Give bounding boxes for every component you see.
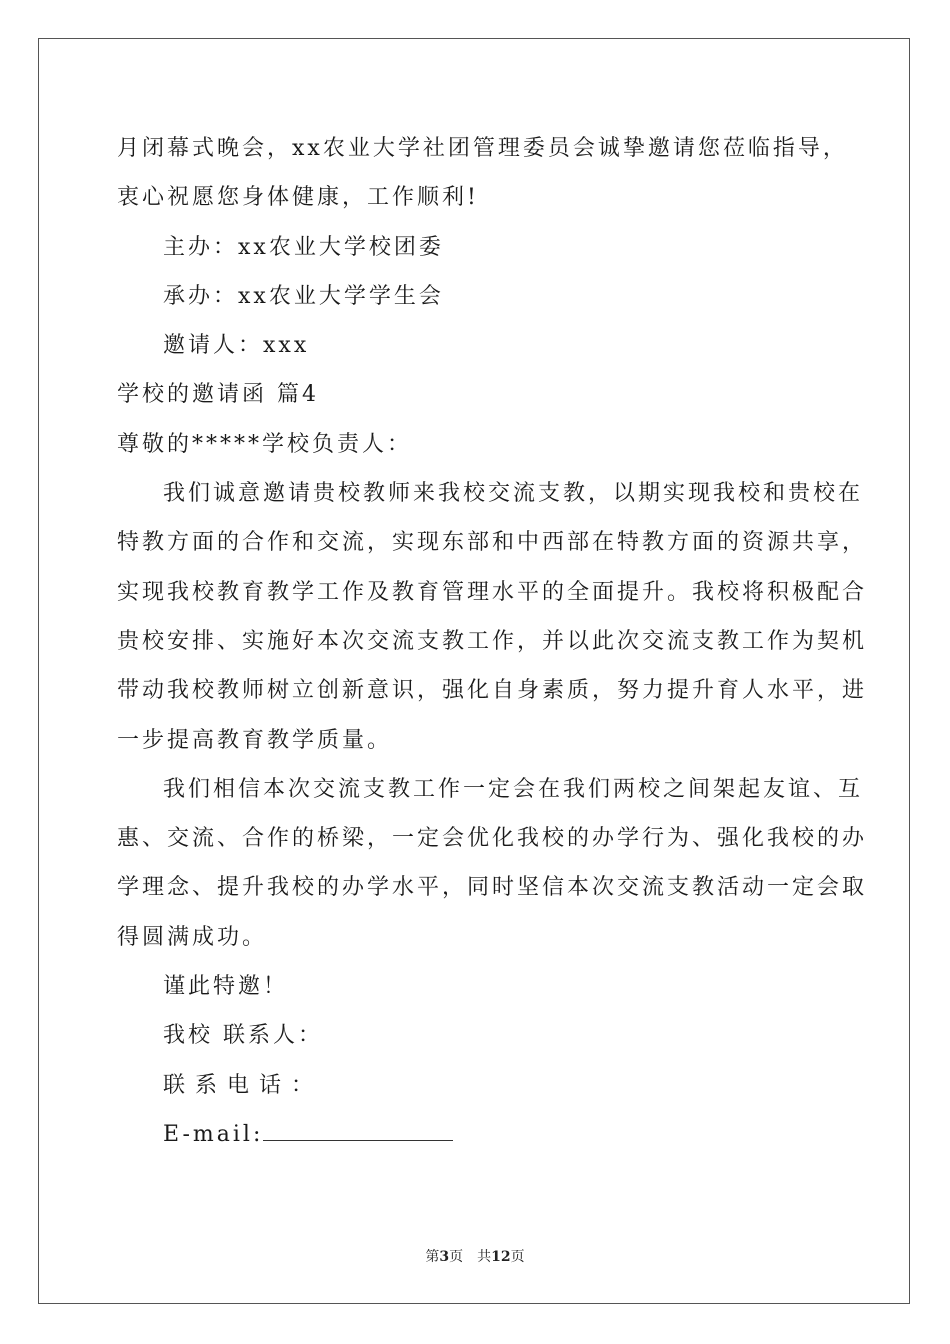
email-line	[117, 1110, 837, 1159]
co-organizer-line: 承办：xx农业大学学生会	[163, 283, 444, 309]
total-suffix: 页	[510, 1249, 525, 1265]
paragraph-line: 得圆满成功。	[117, 924, 268, 950]
page-number: 3	[439, 1249, 450, 1265]
contact-person-line: 我校 联系人：	[163, 1023, 323, 1049]
page-prefix: 第	[425, 1249, 440, 1265]
contact-phone-line: 联系电话：	[163, 1072, 324, 1098]
section-heading: 学校的邀请函 篇4	[117, 382, 319, 408]
paragraph-line: 实现我校教育教学工作及教育管理水平的全面提升。我校将积极配合	[117, 579, 868, 605]
page-footer	[0, 1246, 950, 1266]
inviter-line: 邀请人：xxx	[163, 333, 310, 359]
paragraph-line: 惠、交流、合作的桥梁，一定会优化我校的办学行为、强化我校的办	[117, 826, 868, 852]
paragraph-line: 一步提高教育教学质量。	[117, 727, 393, 753]
document-body	[117, 124, 868, 1159]
paragraph-line: 我们相信本次交流支教工作一定会在我们两校之间架起友谊、互	[163, 776, 864, 802]
paragraph-line: 带动我校教师树立创新意识，强化自身素质，努力提升育人水平，进	[117, 678, 868, 704]
email-label: E-mail:	[163, 1121, 264, 1147]
paragraph-line: 我们诚意邀请贵校教师来我校交流支教，以期实现我校和贵校在	[163, 481, 864, 507]
total-pages: 12	[491, 1249, 511, 1265]
email-blank-underline	[263, 1120, 453, 1141]
closing-line: 谨此特邀！	[163, 974, 289, 1000]
paragraph-line: 学理念、提升我校的办学水平，同时坚信本次交流支教活动一定会取	[117, 875, 868, 901]
page-suffix: 页	[449, 1249, 464, 1265]
total-prefix: 共	[477, 1249, 492, 1265]
paragraph-line: 衷心祝愿您身体健康，工作顺利!	[117, 185, 479, 211]
salutation: 尊敬的*****学校负责人：	[117, 431, 413, 457]
paragraph-line: 特教方面的合作和交流，实现东部和中西部在特教方面的资源共享，	[117, 530, 868, 556]
paragraph-line: 月闭幕式晚会，xx农业大学社团管理委员会诚挚邀请您莅临指导，	[117, 136, 848, 161]
paragraph-line: 贵校安排、实施好本次交流支教工作，并以此次交流支教工作为契机	[117, 628, 868, 654]
organizer-line: 主办：xx农业大学校团委	[163, 234, 444, 260]
